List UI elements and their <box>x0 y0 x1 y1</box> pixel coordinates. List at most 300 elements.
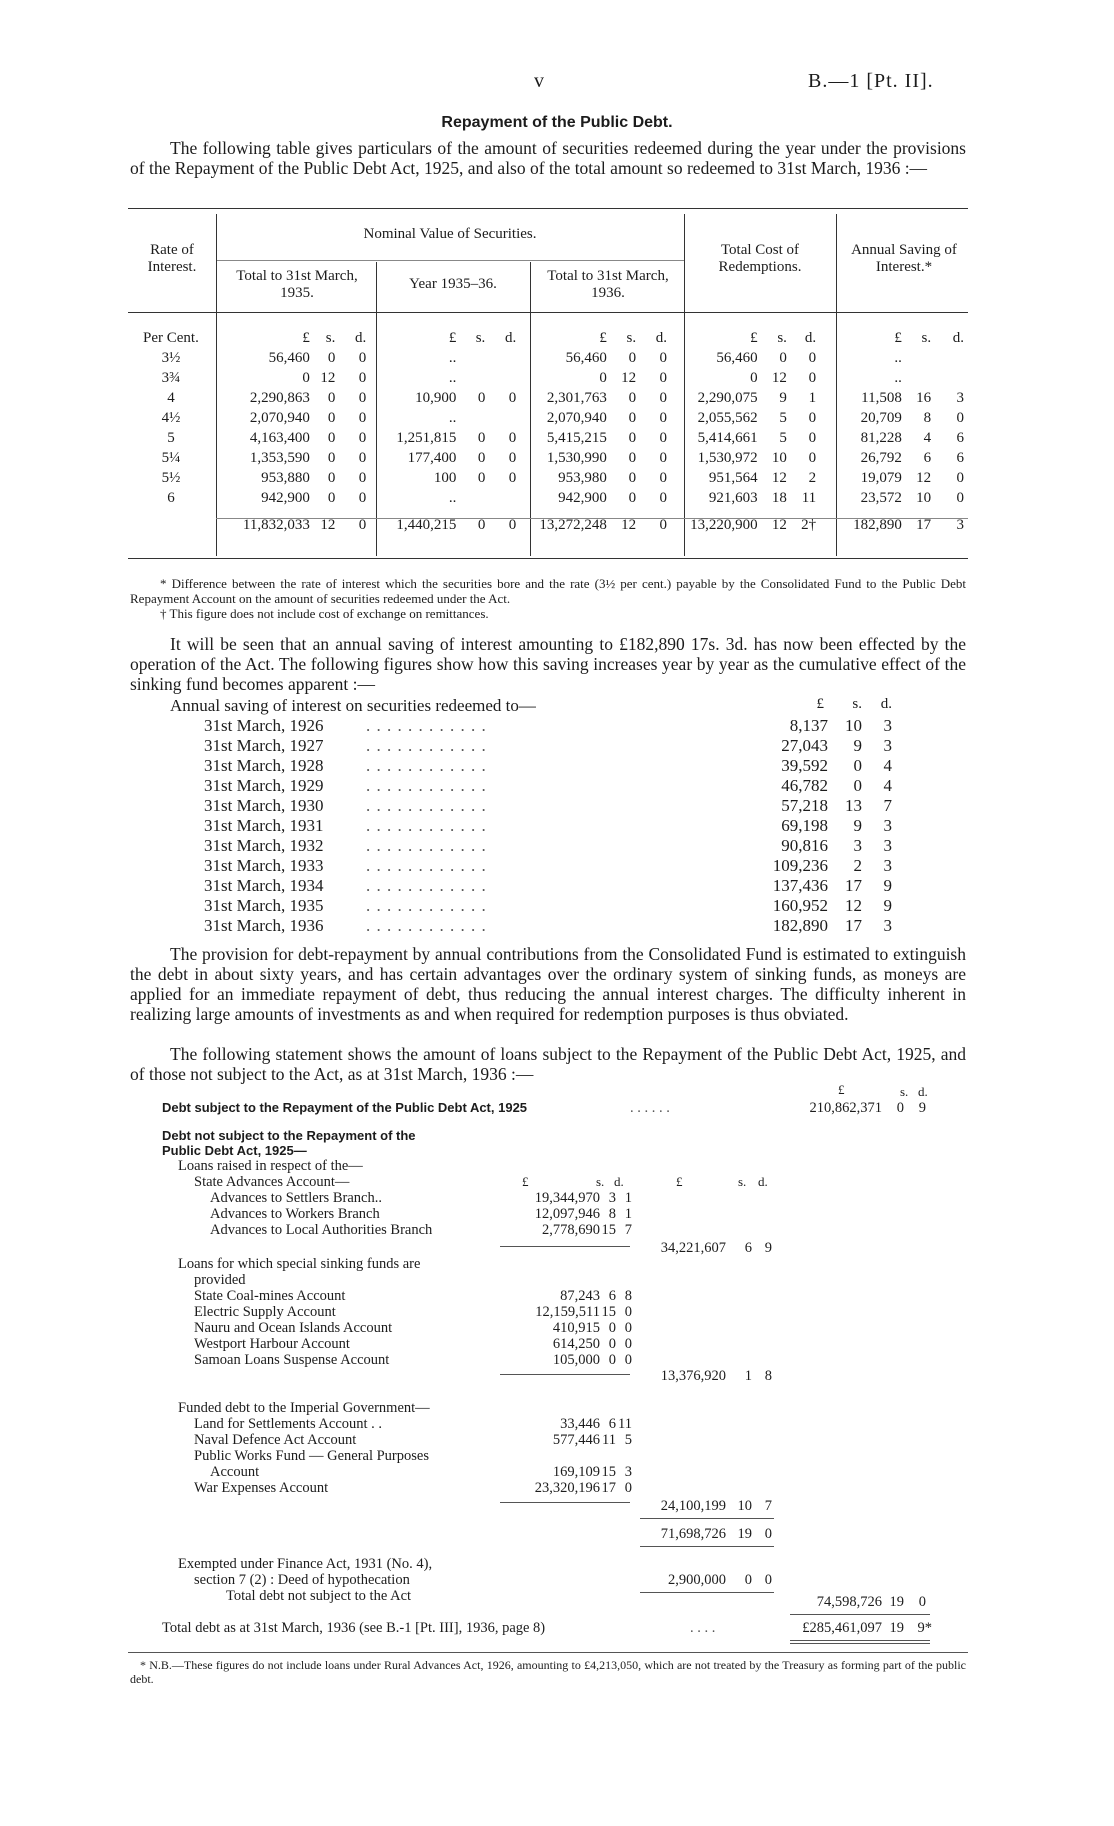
sinking-item-label: Nauru and Ocean Islands Account <box>194 1320 393 1336</box>
leader-dots: . . . . . . . . . . . . <box>366 876 487 895</box>
leader-dots: . . . . . . . . . . . . <box>366 836 487 855</box>
savings-pounds: 27,043 <box>781 736 828 755</box>
document-reference: B.—1 [Pt. II]. <box>808 70 934 92</box>
grand-total: £285,461,097 <box>802 1620 882 1636</box>
unit-shilling: s. <box>777 329 787 346</box>
savings-pence: 9 <box>883 876 892 895</box>
sum-rule <box>790 1640 930 1641</box>
unit-pound: £ <box>750 329 758 346</box>
table-top-rule <box>128 208 968 209</box>
table-cell: 12 <box>771 469 787 486</box>
savings-row <box>0 776 1114 796</box>
advance-item-label: Advances to Workers Branch <box>210 1206 380 1222</box>
total-not-subject: 19 <box>889 1594 904 1610</box>
inner-unit-pound: £ <box>522 1174 529 1189</box>
sinking-item-label: Electric Supply Account <box>194 1304 336 1320</box>
table-cell: 0 <box>808 349 817 366</box>
table-cell: 0 <box>477 469 486 486</box>
subject-amount: 210,862,371 <box>809 1100 882 1116</box>
savings-date: 31st March, 1928 <box>204 756 324 775</box>
table-row <box>128 428 968 448</box>
table-cell: 10 <box>916 489 932 506</box>
inner-pounds: 19,344,970 <box>534 1190 600 1206</box>
table-cell: 5,415,215 <box>546 429 607 446</box>
savings-shillings: 0 <box>853 756 862 775</box>
table-cell: 19,079 <box>860 469 902 486</box>
savings-pence: 3 <box>883 856 892 875</box>
table-cell: 4 <box>923 429 932 446</box>
statement-unit-pence: d. <box>918 1084 928 1099</box>
table-cell: 10 <box>771 449 787 466</box>
savings-shillings: 17 <box>845 876 862 895</box>
savings-pounds: 182,890 <box>772 916 828 935</box>
savings-pounds: 137,436 <box>772 876 828 895</box>
leader-dots: . . . . . . . . . . . . <box>366 916 487 935</box>
nb-footnote: * N.B.—These figures do not include loans under Rural Advances Act, 1926, amounting to £4,213,050, which are not treated by the Treasury as forming part of the public debt. <box>130 1658 966 1686</box>
table-cell: 0 <box>358 449 367 466</box>
group3-total: 7 <box>764 1498 772 1514</box>
table-cell: 0 <box>477 389 486 406</box>
statement-paragraph: The following statement shows the amount of loans subject to the Repayment of the Public Debt Act, 1925, and of those not subject to the Act, as at 31st March, 1936 :— <box>130 1044 966 1084</box>
table-cell: .. <box>448 409 457 426</box>
table-cell: 6 <box>956 429 964 446</box>
savings-pence: 7 <box>883 796 892 815</box>
table-cell: 0 <box>628 469 637 486</box>
inner-pence: 5 <box>624 1432 632 1448</box>
savings-pounds: 90,816 <box>781 836 828 855</box>
leader-dots: . . . . . . . . . . . . <box>366 736 487 755</box>
securities-table <box>128 328 968 542</box>
group2-total: 13,376,920 <box>660 1368 726 1384</box>
rate-cell: 3½ <box>161 349 181 366</box>
table-cell: 2,070,940 <box>249 409 310 426</box>
table-cell: 0 <box>358 469 367 486</box>
table-row <box>128 348 968 368</box>
table-cell: 2,070,940 <box>546 409 607 426</box>
table-row <box>128 408 968 428</box>
total-not-subject: 0 <box>918 1594 926 1610</box>
savings-date: 31st March, 1935 <box>204 896 324 915</box>
inner-pounds: 12,097,946 <box>534 1206 600 1222</box>
table-cell: 0 <box>358 489 367 506</box>
inner-shillings: 11 <box>602 1432 616 1448</box>
table-cell: 0 <box>628 449 637 466</box>
savings-row <box>0 836 1114 856</box>
sinking-label: Loans for which special sinking funds are <box>178 1256 421 1272</box>
savings-date: 31st March, 1931 <box>204 816 324 835</box>
mid-unit-pence: d. <box>758 1174 768 1189</box>
inner-pence: 1 <box>624 1190 632 1206</box>
page-title: Repayment of the Public Debt. <box>441 114 673 131</box>
table-cell: 0 <box>327 469 336 486</box>
table-cell: 0 <box>628 349 637 366</box>
inner-pence: 3 <box>624 1464 632 1480</box>
table-cell <box>906 348 935 368</box>
savings-row <box>0 736 1114 756</box>
not-subject-heading: Public Debt Act, 1925— <box>162 1143 307 1158</box>
savings-row <box>0 756 1114 776</box>
table-cell: .. <box>894 349 902 366</box>
leader-dots: . . . . <box>690 1620 716 1636</box>
inner-pence: 1 <box>624 1206 632 1222</box>
table-cell: 2 <box>808 469 817 486</box>
savings-shillings: 12 <box>845 896 862 915</box>
savings-date: 31st March, 1927 <box>204 736 324 755</box>
table-cell: 0 <box>659 429 667 446</box>
unit-pence: d. <box>804 329 817 346</box>
sinking-item-label: Westport Harbour Account <box>194 1336 350 1352</box>
table-cell: 177,400 <box>407 449 457 466</box>
table-cell: 11,508 <box>861 389 902 406</box>
inner-pounds: 2,778,690 <box>542 1222 600 1238</box>
state-advances-label: State Advances Account— <box>194 1174 350 1190</box>
rate-cell: 6 <box>167 489 175 506</box>
table-cell: 11 <box>801 489 817 506</box>
group3-total: 24,100,199 <box>660 1498 726 1514</box>
inner-shillings: 6 <box>608 1416 616 1432</box>
table-cell: 0 <box>508 389 517 406</box>
inner-pounds: 169,109 <box>552 1464 600 1480</box>
inner-pounds: 410,915 <box>552 1320 600 1336</box>
sinking-item-label: State Coal-mines Account <box>194 1288 346 1304</box>
savings-date: 31st March, 1932 <box>204 836 324 855</box>
funded-item-label: Land for Settlements Account . . <box>194 1416 383 1432</box>
sum-rule <box>640 1592 774 1593</box>
table-cell: 0 <box>956 469 964 486</box>
savings-pounds: 69,198 <box>781 816 828 835</box>
savings-pence: 9 <box>883 896 892 915</box>
table-cell: .. <box>448 349 457 366</box>
savings-row <box>0 916 1114 936</box>
table-row <box>128 448 968 468</box>
totals-row <box>128 508 968 542</box>
savings-shillings: 17 <box>845 916 862 935</box>
table-cell: 18 <box>771 489 787 506</box>
mid-unit-shilling: s. <box>738 1174 747 1189</box>
inner-unit-pence: d. <box>614 1174 624 1189</box>
statement-unit-shilling: s. <box>900 1084 909 1099</box>
combined-total: 71,698,726 <box>660 1526 726 1542</box>
exempt-amount: 0 <box>764 1572 772 1588</box>
table-cell: 1,251,815 <box>396 429 457 446</box>
rate-cell: 4½ <box>161 409 181 426</box>
unit-pence: d. <box>655 329 667 346</box>
table-cell: 56,460 <box>565 349 607 366</box>
table-cell: 0 <box>808 409 817 426</box>
exempt-amount: 2,900,000 <box>668 1572 726 1588</box>
total-cell: 12 <box>771 516 787 533</box>
sinking-label: provided <box>194 1272 246 1288</box>
group1-total: 34,221,607 <box>660 1240 726 1256</box>
table-cell: 0 <box>956 489 964 506</box>
inner-pounds: 87,243 <box>560 1288 600 1304</box>
table-cell: 0 <box>358 349 367 366</box>
table-cell: 0 <box>477 429 486 446</box>
rate-cell: 5¼ <box>161 449 181 466</box>
leader-dots: . . . . . . . . . . . . <box>366 856 487 875</box>
table-cell: 2,301,763 <box>546 389 607 406</box>
total-cell: 0 <box>508 516 517 533</box>
group2-total: 8 <box>764 1368 772 1384</box>
table-cell: 0 <box>599 369 607 386</box>
inner-pounds: 33,446 <box>560 1416 600 1432</box>
savings-shillings: 9 <box>853 736 862 755</box>
unit-shilling: s. <box>325 329 336 346</box>
not-subject-heading: Debt not subject to the Repayment of the <box>162 1128 416 1143</box>
funded-item-label: Public Works Fund — General Purposes <box>194 1448 429 1464</box>
savings-shillings: 0 <box>853 776 862 795</box>
savings-pence: 3 <box>883 736 892 755</box>
funded-item-label: Account <box>210 1464 260 1480</box>
table-cell: 942,900 <box>261 489 310 506</box>
leader-dots: . . . . . . . . . . . . <box>366 896 487 915</box>
statement-unit-pound: £ <box>838 1082 845 1097</box>
inner-pounds: 23,320,196 <box>534 1480 600 1496</box>
savings-row <box>0 856 1114 876</box>
leader-dots: . . . . . . . . . . . . <box>366 776 487 795</box>
table-cell: 1 <box>808 389 817 406</box>
total-not-subject-label: Total debt not subject to the Act <box>226 1588 412 1604</box>
unit-pound: £ <box>448 329 457 346</box>
unit-rate: Per Cent. <box>143 329 199 346</box>
total-cell: 12 <box>621 516 637 533</box>
grand-total: 9* <box>917 1620 932 1636</box>
nominal-subrule <box>216 260 684 261</box>
table-cell: 23,572 <box>860 489 902 506</box>
inner-pence: 0 <box>624 1336 632 1352</box>
exempt-amount: 0 <box>744 1572 752 1588</box>
table-cell: 6 <box>956 449 964 466</box>
rate-cell: 5½ <box>161 469 181 486</box>
table-row <box>128 388 968 408</box>
table-cell <box>935 348 968 368</box>
header-total-1935: Total to 31st March, 1935. <box>236 268 358 301</box>
table-cell: 12 <box>320 369 336 386</box>
inner-pence: 0 <box>624 1352 632 1368</box>
leader-dots: . . . . . . . . . . . . <box>366 756 487 775</box>
table-cell: 0 <box>628 429 637 446</box>
header-saving: Annual Saving of Interest.* <box>851 242 957 275</box>
inner-shillings: 3 <box>608 1190 616 1206</box>
group3-total: 10 <box>737 1498 752 1514</box>
loans-raised-label: Loans raised in respect of the— <box>178 1158 363 1174</box>
exempt-label: section 7 (2) : Deed of hypothecation <box>194 1572 410 1588</box>
table-cell <box>935 368 968 388</box>
sum-rule <box>640 1546 774 1547</box>
inner-shillings: 0 <box>608 1352 616 1368</box>
table-cell <box>489 368 520 388</box>
table-cell: 0 <box>659 489 667 506</box>
table-cell: 0 <box>659 409 667 426</box>
subject-shilling: 0 <box>896 1100 904 1116</box>
inner-pence: 7 <box>624 1222 632 1238</box>
inner-shillings: 17 <box>601 1480 616 1496</box>
table-cell: 0 <box>358 369 367 386</box>
table-cell: 0 <box>508 469 517 486</box>
table-cell: 0 <box>327 449 336 466</box>
advance-item-label: Advances to Local Authorities Branch <box>210 1222 433 1238</box>
table-cell: 0 <box>327 429 336 446</box>
savings-pounds: 109,236 <box>772 856 828 875</box>
table-cell <box>489 488 520 508</box>
savings-shillings: 3 <box>853 836 862 855</box>
table-cell: 921,603 <box>708 489 758 506</box>
total-cell: 0 <box>358 516 367 533</box>
table-cell: .. <box>448 489 457 506</box>
table-cell: 6 <box>923 449 932 466</box>
inner-shillings: 0 <box>608 1320 616 1336</box>
table-cell: 0 <box>358 409 367 426</box>
total-cell: 0 <box>659 516 667 533</box>
rate-cell: 4 <box>167 389 175 406</box>
table-cell: 0 <box>808 429 817 446</box>
funded-item-label: Naval Defence Act Account <box>194 1432 357 1448</box>
inner-pounds: 105,000 <box>552 1352 600 1368</box>
table-header-rule <box>128 312 968 313</box>
table-row <box>128 468 968 488</box>
savings-pence: 4 <box>883 776 892 795</box>
sum-rule <box>500 1502 630 1503</box>
table-cell: 5,414,661 <box>697 429 758 446</box>
table-cell: 0 <box>327 349 336 366</box>
sum-rule <box>790 1643 930 1644</box>
sum-rule <box>640 1518 774 1519</box>
savings-date: 31st March, 1934 <box>204 876 324 895</box>
table-cell: 1,530,990 <box>546 449 607 466</box>
total-cell: 1,440,215 <box>396 516 457 533</box>
savings-pounds: 8,137 <box>789 716 828 735</box>
savings-date: 31st March, 1926 <box>204 716 324 735</box>
sinking-item-label: Samoan Loans Suspense Account <box>194 1352 390 1368</box>
savings-row <box>0 876 1114 896</box>
table-cell: 3 <box>956 389 964 406</box>
inner-shillings: 15 <box>601 1222 616 1238</box>
footnote-difference: * Difference between the rate of interest which the securities bore and the rate (3½ per cent.) payable by the Consolidated Fund to the Public Debt Repayment Account on the amount of securities redeemed under the Act. <box>130 576 966 606</box>
table-cell: 0 <box>358 389 367 406</box>
leader-dots: . . . . . . . . . . . . <box>366 796 487 815</box>
inner-shillings: 8 <box>608 1206 616 1222</box>
unit-pound: £ <box>302 329 310 346</box>
savings-pounds: 39,592 <box>781 756 828 775</box>
table-cell: 953,880 <box>261 469 310 486</box>
table-cell: 2,290,075 <box>697 389 758 406</box>
table-cell: 12 <box>771 369 787 386</box>
table-cell: 0 <box>659 469 667 486</box>
securities-rows <box>128 348 968 508</box>
savings-row <box>0 796 1114 816</box>
table-cell: 0 <box>628 389 637 406</box>
savings-shillings: 9 <box>853 816 862 835</box>
table-cell: 0 <box>327 489 336 506</box>
table-bottom-rule <box>128 558 968 559</box>
unit-shilling: s. <box>475 329 486 346</box>
rate-cell: 5 <box>167 429 175 446</box>
savings-date: 31st March, 1936 <box>204 916 324 935</box>
header-total-1936: Total to 31st March, 1936. <box>547 268 669 301</box>
table-cell: 0 <box>508 429 517 446</box>
table-cell <box>460 408 489 428</box>
table-cell: 0 <box>477 449 486 466</box>
savings-unit-shilling: s. <box>852 696 862 712</box>
grand-total-label: Total debt as at 31st March, 1936 (see B.-1 [Pt. III], 1936, page 8) <box>162 1620 546 1636</box>
provision-paragraph: The provision for debt-repayment by annual contributions from the Consolidated Fund is estimated to extinguish the debt in about sixty years, and has certain advantages over the ordinary system of sinking funds, as moneys are applied for an immediate repayment of debt, thus reducing the annual interest charges. The difficulty inherent in realizing large amounts of investments as and when required for redemption purposes is thus obviated. <box>130 944 966 1024</box>
savings-pounds: 160,952 <box>772 896 828 915</box>
leader-dots: . . . . . . . . . . . . <box>366 716 487 735</box>
inner-shillings: 15 <box>601 1464 616 1480</box>
table-cell: 0 <box>956 409 964 426</box>
intro-paragraph: The following table gives particulars of the amount of securities redeemed during the year under the provisions of the Repayment of the Public Debt Act, 1925, and also of the total amount so redeemed to 31st March, 1936 :— <box>130 138 966 178</box>
group2-total: 1 <box>744 1368 752 1384</box>
table-cell: 0 <box>358 429 367 446</box>
table-row <box>128 368 968 388</box>
table-cell: 81,228 <box>860 429 902 446</box>
savings-date: 31st March, 1930 <box>204 796 324 815</box>
table-cell: 1,530,972 <box>697 449 758 466</box>
inner-pence: 0 <box>624 1480 632 1496</box>
table-cell: 1,353,590 <box>249 449 310 466</box>
table-cell: 951,564 <box>708 469 758 486</box>
total-not-subject: 74,598,726 <box>816 1594 882 1610</box>
savings-pence: 3 <box>883 716 892 735</box>
table-row <box>128 488 968 508</box>
total-cell: 12 <box>320 516 336 533</box>
table-cell <box>460 368 489 388</box>
subject-label: Debt subject to the Repayment of the Public Debt Act, 1925 <box>162 1100 528 1115</box>
table-cell: 0 <box>628 489 637 506</box>
unit-pound: £ <box>599 329 607 346</box>
inner-pence: 8 <box>624 1288 632 1304</box>
table-cell: 10,900 <box>415 389 457 406</box>
inner-pounds: 614,250 <box>552 1336 600 1352</box>
sum-rule <box>790 1614 930 1615</box>
total-cell: 2† <box>801 516 817 533</box>
table-cell: .. <box>894 369 902 386</box>
table-cell: 2,290,863 <box>249 389 310 406</box>
inner-shillings: 15 <box>601 1304 616 1320</box>
table-cell: 0 <box>508 449 517 466</box>
footnote-exchange: † This figure does not include cost of exchange on remittances. <box>160 606 489 621</box>
inner-shillings: 0 <box>608 1336 616 1352</box>
savings-row <box>0 716 1114 736</box>
combined-total: 0 <box>764 1526 772 1542</box>
leader-dots: . . . . . . <box>630 1100 670 1116</box>
table-cell: 8 <box>923 409 932 426</box>
savings-heading: Annual saving of interest on securities redeemed to— <box>170 696 536 715</box>
table-cell: 20,709 <box>860 409 902 426</box>
savings-pence: 3 <box>883 816 892 835</box>
unit-pound: £ <box>894 329 902 346</box>
unit-pence: d. <box>504 329 517 346</box>
savings-paragraph: It will be seen that an annual saving of interest amounting to £182,890 17s. 3d. has now been effected by the operation of the Act. The following figures show how this saving increases year by year as the cumulative effect of the sinking fund becomes apparent :— <box>130 634 966 694</box>
table-cell <box>489 348 520 368</box>
table-cell: 953,980 <box>558 469 607 486</box>
table-cell: 0 <box>659 389 667 406</box>
table-cell: 0 <box>327 389 336 406</box>
table-cell: 16 <box>916 389 932 406</box>
savings-date: 31st March, 1929 <box>204 776 324 795</box>
leader-dots: . . . . . . . . . . . . <box>366 816 487 835</box>
page-number: v <box>534 70 544 92</box>
inner-shillings: 6 <box>608 1288 616 1304</box>
savings-pence: 3 <box>883 916 892 935</box>
combined-total: 19 <box>737 1526 752 1542</box>
sum-rule <box>500 1374 630 1375</box>
savings-pence: 4 <box>883 756 892 775</box>
table-cell: 12 <box>621 369 637 386</box>
table-cell: 0 <box>659 369 667 386</box>
table-cell: 100 <box>433 469 457 486</box>
table-cell <box>906 368 935 388</box>
